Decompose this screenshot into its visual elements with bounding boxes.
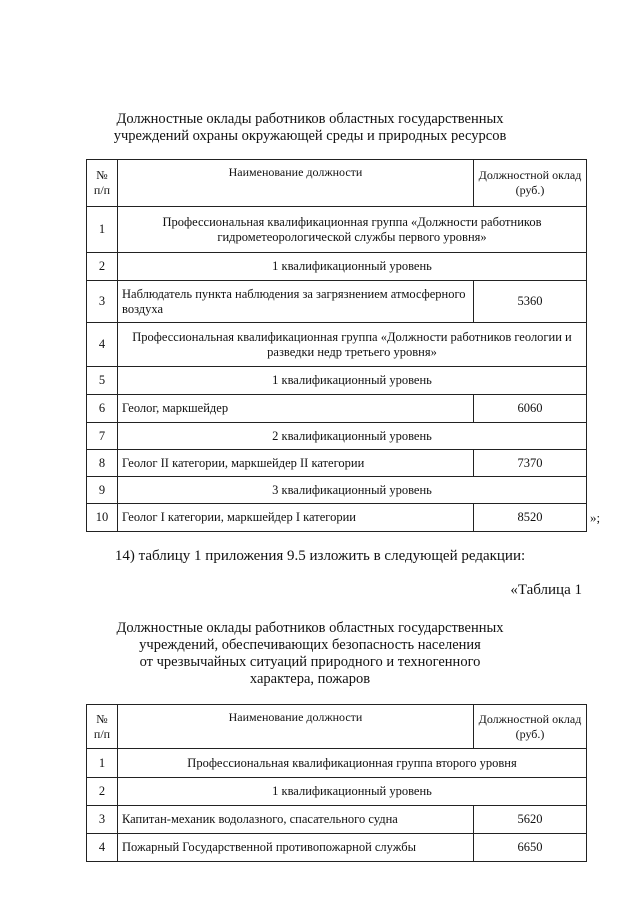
table-row: [87, 207, 587, 253]
table-row: [87, 477, 587, 504]
row-num: 4: [87, 834, 118, 862]
salary-value: 7370: [474, 450, 587, 477]
row-num: 10: [87, 504, 118, 532]
header-num: № п/п: [87, 160, 118, 207]
row-num: 8: [87, 450, 118, 477]
row-num: 2: [87, 253, 118, 281]
row-num: 3: [87, 281, 118, 323]
level-heading: 1 квалификационный уровень: [118, 253, 587, 281]
table-row: [87, 749, 587, 778]
header-salary: Должностной оклад (руб.): [474, 160, 587, 207]
row-num: 6: [87, 395, 118, 423]
table-row: [87, 367, 587, 395]
table-row: [87, 253, 587, 281]
section2-title-line: Должностные оклады работников областных государственных: [116, 620, 504, 636]
position-name: Геолог, маркшейдер: [118, 395, 474, 423]
row-num: 7: [87, 423, 118, 450]
section2-title-line: характера, пожаров: [249, 671, 371, 687]
position-name: Геолог II категории, маркшейдер II категории: [118, 450, 474, 477]
level-heading: 1 квалификационный уровень: [118, 778, 587, 806]
table-row: [87, 423, 587, 450]
table-row: [87, 450, 587, 477]
position-name: Наблюдатель пункта наблюдения за загрязнением атмосферного воздуха: [118, 281, 474, 323]
table-row: [87, 834, 587, 862]
table-header-row: [87, 705, 587, 749]
header-name: Наименование должности: [118, 160, 474, 207]
salary-table-environment: [86, 159, 587, 532]
header-num: № п/п: [87, 705, 118, 749]
position-name: Пожарный Государственной противопожарной службы: [118, 834, 474, 862]
closing-quote: »;: [590, 510, 601, 525]
level-heading: 2 квалификационный уровень: [118, 423, 587, 450]
section1-title-line: Должностные оклады работников областных государственных: [116, 111, 504, 127]
row-num: 1: [87, 207, 118, 253]
salary-value: 5360: [474, 281, 587, 323]
section2-title-line: от чрезвычайных ситуаций природного и техногенного: [139, 654, 481, 670]
group-heading: Профессиональная квалификационная группа второго уровня: [118, 749, 587, 778]
header-name: Наименование должности: [118, 705, 474, 749]
table-row: [87, 281, 587, 323]
table-row: [87, 323, 587, 367]
row-num: 2: [87, 778, 118, 806]
row-num: 1: [87, 749, 118, 778]
amendment-paragraph: 14) таблицу 1 приложения 9.5 изложить в следующей редакции:: [114, 548, 526, 564]
position-name: Капитан-механик водолазного, спасательного судна: [118, 806, 474, 834]
level-heading: 3 квалификационный уровень: [118, 477, 587, 504]
group-heading: Профессиональная квалификационная группа «Должности работников гидрометеорологической службы первого уровня»: [118, 207, 587, 253]
table-header-row: [87, 160, 587, 207]
section1-title: [60, 111, 560, 145]
position-name: Геолог I категории, маркшейдер I категории: [118, 504, 474, 532]
table-row: [87, 504, 587, 532]
salary-value: 8520: [474, 504, 587, 532]
group-heading: Профессиональная квалификационная группа «Должности работников геологии и разведки недр третьего уровня»: [118, 323, 587, 367]
row-num: 9: [87, 477, 118, 504]
header-salary: Должностной оклад (руб.): [474, 705, 587, 749]
section2-title: [60, 620, 560, 688]
section1-title-line: учреждений охраны окружающей среды и природных ресурсов: [113, 128, 507, 144]
table-row: [87, 778, 587, 806]
row-num: 3: [87, 806, 118, 834]
row-num: 5: [87, 367, 118, 395]
table-row: [87, 806, 587, 834]
table-row: [87, 395, 587, 423]
table-label: «Таблица 1: [510, 582, 582, 598]
salary-table-emergency: [86, 704, 587, 862]
salary-value: 5620: [474, 806, 587, 834]
level-heading: 1 квалификационный уровень: [118, 367, 587, 395]
salary-value: 6060: [474, 395, 587, 423]
section2-title-line: учреждений, обеспечивающих безопасность населения: [139, 637, 481, 653]
row-num: 4: [87, 323, 118, 367]
salary-value: 6650: [474, 834, 587, 862]
